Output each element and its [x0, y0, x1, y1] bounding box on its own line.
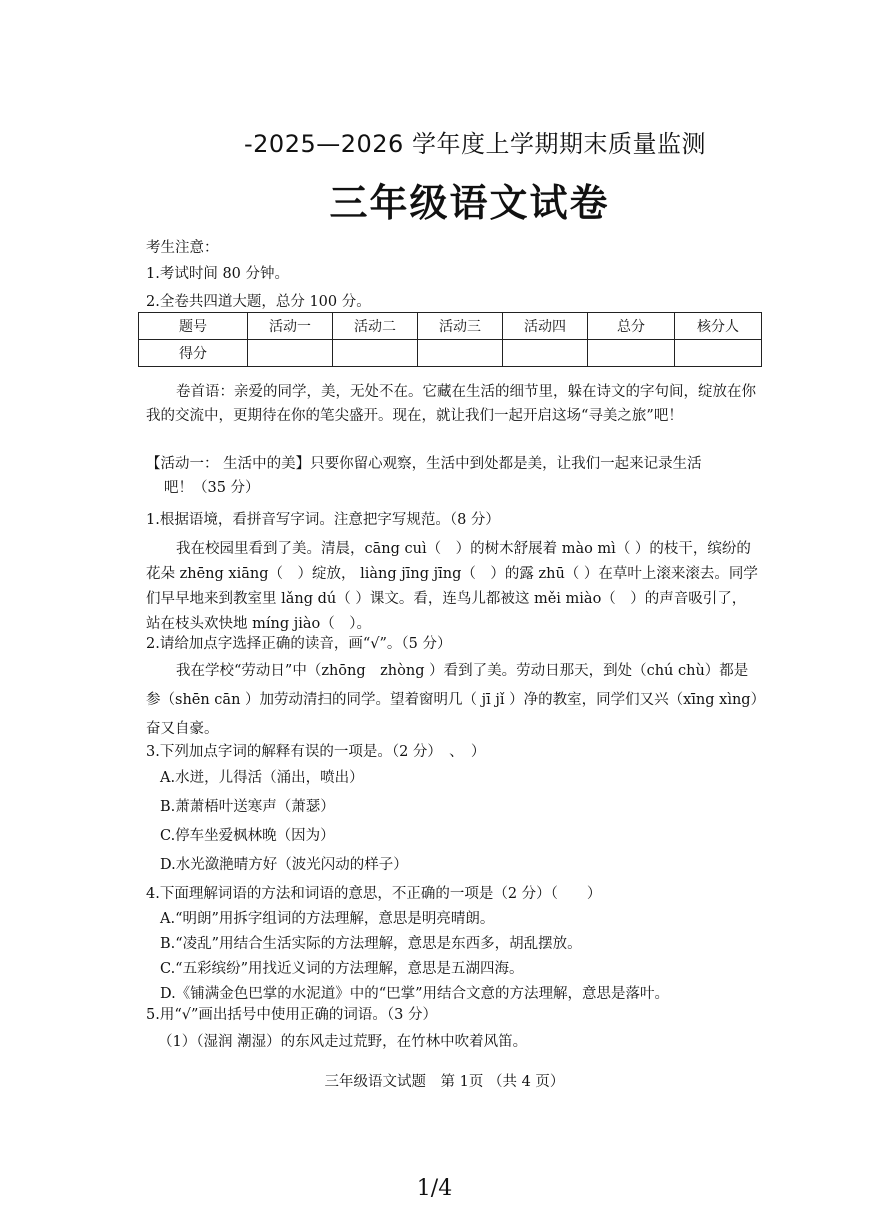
- page-footer: 三年级语文试题 第 1页 （共 4 页）: [324, 1074, 565, 1090]
- score-input-cell[interactable]: [333, 340, 418, 367]
- table-cell: 核分人: [675, 313, 762, 340]
- question-4-option: B.“凌乱”用结合生活实际的方法理解，意思是东西多，胡乱摆放。: [160, 936, 582, 952]
- question-3-option: C.停车坐爱枫林晚（因为）: [160, 828, 335, 844]
- notice-item: 2.全卷共四道大题，总分 100 分。: [146, 294, 371, 310]
- question-5-item: （1）（湿润 潮湿）的东风走过荒野，在竹林中吹着风笛。: [158, 1034, 528, 1050]
- score-input-cell[interactable]: [675, 340, 762, 367]
- exam-subtitle: -2025—2026 学年度上学期期末质量监测: [244, 130, 706, 158]
- score-table-header-row: [139, 313, 762, 340]
- score-table: [138, 312, 762, 367]
- table-cell: 得分: [139, 340, 248, 367]
- score-input-cell[interactable]: [248, 340, 333, 367]
- table-cell: 活动三: [418, 313, 503, 340]
- notice-label: 考生注意：: [146, 240, 219, 256]
- exam-title: 三年级语文试卷: [329, 181, 610, 225]
- question-4-option: C.“五彩缤纷”用找近义词的方法理解，意思是五湖四海。: [160, 961, 524, 977]
- notice-item: 1.考试时间 80 分钟。: [146, 266, 290, 282]
- score-input-cell[interactable]: [588, 340, 675, 367]
- question-2-title: 2.请给加点字选择正确的读音，画“√”。（5 分）: [146, 636, 452, 652]
- table-cell: 活动四: [503, 313, 588, 340]
- intro-paragraph: 卷首语：亲爱的同学，美，无处不在。它藏在生活的细节里，躲在诗文的字句间，绽放在你我的交流中，更期待在你的笔尖盛开。现在，就让我们一起开启这场“寻美之旅”吧！: [146, 384, 756, 424]
- question-4-option: D.《铺满金色巴掌的水泥道》中的“巴掌”用结合文意的方法理解，意思是落叶。: [160, 986, 670, 1002]
- question-3-option: D.水光潋滟晴方好（波光闪动的样子）: [160, 857, 408, 873]
- question-1-title: 1.根据语境，看拼音写字词。注意把字写规范。（8 分）: [146, 512, 500, 528]
- question-3-option: B.萧萧梧叶送寒声（萧瑟）: [160, 799, 335, 815]
- question-5-title: 5.用“√”画出括号中使用正确的词语。（3 分）: [146, 1007, 437, 1023]
- question-2-text: 我在学校“劳动日”中（zhōng zhòng ）看到了美。劳动日那天，到处（chú chù）都是参（shēn cān ）加劳动清扫的同学。望着窗明几（ jī jǐ ）净的教室，同学们又兴（xīng xìng）奋又自豪。: [146, 663, 758, 737]
- table-cell: 题号: [139, 313, 248, 340]
- score-table-score-row: [139, 340, 762, 367]
- question-3-title: 3.下列加点字词的解释有误的一项是。（2 分） 、 ）: [146, 744, 486, 760]
- question-3-option: A.水迸，儿得活（涌出，喷出）: [160, 770, 364, 786]
- activity1-heading-cont: 吧！（35 分）: [164, 480, 260, 496]
- question-1-text: 我在校园里看到了美。清晨，cāng cuì（ ）的树木舒展着 mào mì（ ）的枝干，缤纷的花朵 zhēng xiāng（ ）绽放， liàng jīng jīng（ ）的露 zhū（ ）在草叶上滚来滚去。同学们早早地来到教室里 lǎng dú（ ）课文。看，连鸟儿都被这 měi miào（ ）的声音吸引了，站在枝头欢快地 míng jiào（ ）。: [146, 541, 758, 632]
- table-cell: 活动一: [248, 313, 333, 340]
- table-cell: 活动二: [333, 313, 418, 340]
- table-cell: 总分: [588, 313, 675, 340]
- score-input-cell[interactable]: [418, 340, 503, 367]
- page-indicator: 1/4: [416, 1176, 453, 1201]
- score-input-cell[interactable]: [503, 340, 588, 367]
- activity1-heading: 【活动一： 生活中的美】只要你留心观察，生活中到处都是美，让我们一起来记录生活: [146, 456, 702, 472]
- question-4-option: A.“明朗”用拆字组词的方法理解，意思是明亮晴朗。: [160, 911, 495, 927]
- question-4-title: 4.下面理解词语的方法和词语的意思，不正确的一项是（2 分）（ ）: [146, 886, 602, 902]
